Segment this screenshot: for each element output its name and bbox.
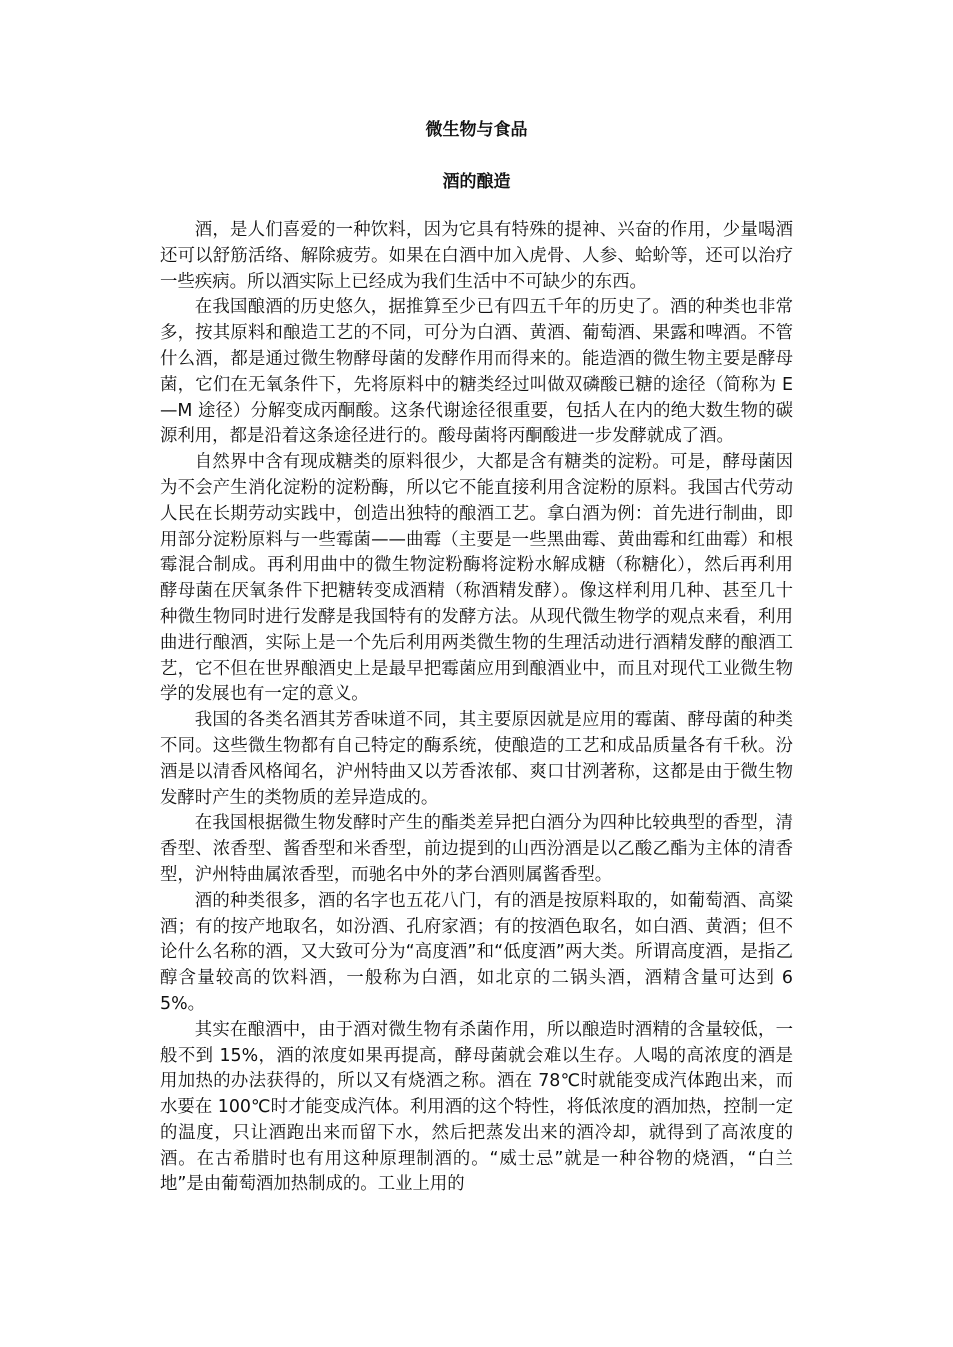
paragraph: 在我国酿酒的历史悠久，据推算至少已有四五千年的历史了。酒的种类也非常多，按其原料和酿造工艺的不同，可分为白酒、黄酒、葡萄酒、果露和啤酒。不管什么酒，都是通过微生物酵母菌的发酵作用而得来的。能造酒的微生物主要是酵母菌，它们在无氧条件下，先将原料中的糖类经过叫做双磷酸已糖的途径（简称为 E—M 途径）分解变成丙酮酸。这条代谢途径很重要，包括人在内的绝大数生物的碳源利用，都是沿着这条途径进行的。酸母菌将丙酮酸进一步发酵就成了酒。 — [160, 297, 793, 447]
paragraph: 其实在酿酒中，由于酒对微生物有杀菌作用，所以酿造时酒精的含量较低，一般不到 15%，酒的浓度如果再提高，酵母菌就会难以生存。人喝的高浓度的酒是用加热的办法获得的，所以又有烧酒之称。酒在 78℃时就能变成汽体跑出来，而水要在 100℃时才能变成汽体。利用酒的这个特性，将低浓度的酒加热，控制一定的温度，只让酒跑出来而留下水，然后把蒸发出来的酒冷却，就得到了高浓度的酒。在古希腊时也有用这种原理制酒的。“威士忌”就是一种谷物的烧酒，“白兰地”是由葡萄酒加热制成的。工业上用的 — [160, 1019, 793, 1195]
paragraph: 酒的种类很多，酒的名字也五花八门，有的酒是按原料取的，如葡萄酒、高粱酒；有的按产地取名，如汾酒、孔府家酒；有的按酒色取名，如白酒、黄酒；但不论什么名称的酒，又大致可分为“高度酒”和“低度酒”两大类。所谓高度酒，是指乙醇含量较高的饮料酒，一般称为白酒，如北京的二锅头酒，酒精含量可达到 65%。 — [160, 890, 793, 1014]
document-title: 微生物与食品 — [425, 120, 528, 140]
paragraph: 在我国根据微生物发酵时产生的酯类差异把白酒分为四种比较典型的香型，清香型、浓香型、酱香型和米香型，前边提到的山西汾酒是以乙酸乙酯为主体的清香型，沪州特曲属浓香型，而驰名中外的茅台酒则属酱香型。 — [160, 813, 793, 885]
paragraph: 我国的各类名酒其芳香味道不同，其主要原因就是应用的霉菌、酵母菌的种类不同。这些微生物都有自己特定的酶系统，使酿造的工艺和成品质量各有千秋。汾酒是以清香风格闻名，沪州特曲又以芳香浓郁、爽口甘洌著称，这都是由于微生物发酵时产生的类物质的差异造成的。 — [160, 710, 793, 808]
paragraph: 酒，是人们喜爱的一种饮料，因为它具有特殊的提神、兴奋的作用，少量喝酒还可以舒筋活络、解除疲劳。如果在白酒中加入虎骨、人参、蛤蚧等，还可以治疗一些疾病。所以酒实际上已经成为我们生活中不可缺少的东西。 — [160, 220, 793, 292]
paragraph: 自然界中含有现成糖类的原料很少，大都是含有糖类的淀粉。可是，酵母菌因为不会产生消化淀粉的淀粉酶，所以它不能直接利用含淀粉的原料。我国古代劳动人民在长期劳动实践中，创造出独特的酿酒工艺。拿白酒为例：首先进行制曲，即用部分淀粉原料与一些霉菌——曲霉（主要是一些黑曲霉、黄曲霉和红曲霉）和根霉混合制成。再利用曲中的微生物淀粉酶将淀粉水解成糖（称糖化），然后再利用酵母菌在厌氧条件下把糖转变成酒精（称酒精发酵）。像这样利用几种、甚至几十种微生物同时进行发酵是我国特有的发酵方法。从现代微生物学的观点来看，利用曲进行酿酒，实际上是一个先后利用两类微生物的生理活动进行酒精发酵的酿酒工艺，它不但在世界酿酒史上是最早把霉菌应用到酿酒业中，而且对现代工业微生物学的发展也有一定的意义。 — [160, 452, 793, 705]
document-body — [160, 218, 793, 1198]
document-subtitle: 酒的酿造 — [442, 172, 511, 192]
